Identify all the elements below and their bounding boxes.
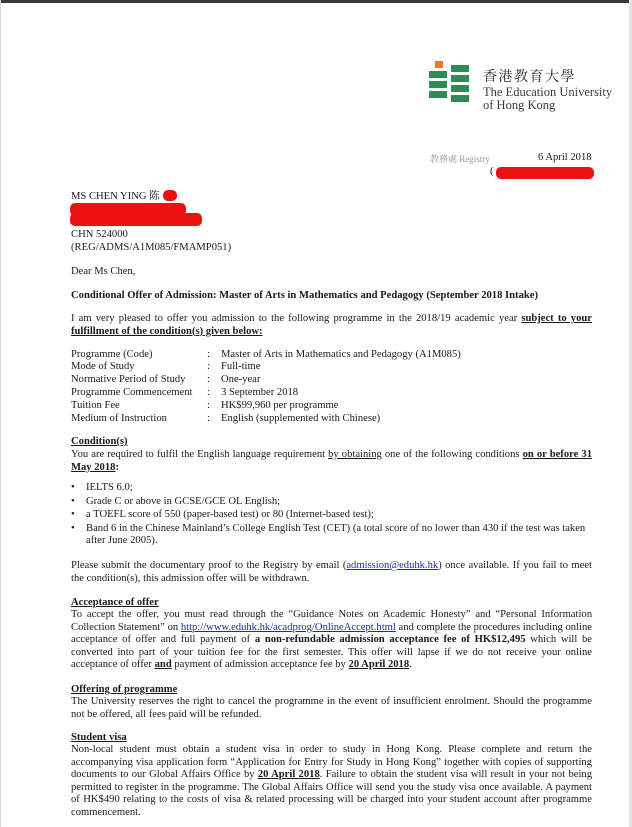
proof-paragraph [71,560,592,585]
conditions-list [71,482,593,549]
visa-text: Non-local student must obtain a student visa in order to study in Hong Kong. Please complete and return the accompanying visa application form “Application for Entry for Study in Hong Kong” together with copies of supporting documents to our Global Affairs Office by [71,744,592,781]
online-accept-link[interactable]: http://www.eduhk.hk/acadprog/OnlineAccept.html [180,621,396,633]
acceptance-and: and [154,659,172,671]
page-left-edge [0,0,1,827]
acceptance-text: To accept the offer, you must read through the “Guidance Notes on Academic Honesty” and “Personal Information Collection Statement” on [71,609,592,633]
detail-label: Programme (Code) [71,349,153,360]
detail-value: Full-time [221,361,261,372]
proof-text: ) once available. If you fail to meet the condition(s), this admission offer will be withdrawn. [71,560,592,584]
logo-green-bar [451,65,469,72]
logo-green-bar [429,71,447,78]
detail-colon: : [207,413,210,424]
visa-text: . Failure to obtain the student visa will result in your not being permitted to register in the programme. The Global Affairs Office will send you the study visa once available. A payment of HK$490 relating to the costs of visa & related processing will be charged into your student account after programme commencement. [71,769,593,818]
acceptance-deadline: 20 April 2018 [348,659,410,671]
registry-stamp: 教務處 Registry [430,154,490,164]
list-item: • Band 6 in the Chinese Mainland’s College English Test (CET) (a total score of no lower than 430 if the test was taken after June 2005). [71,523,593,548]
logo-green-bar [451,85,469,92]
logo-english-name [483,86,612,111]
recipient-name: MS CHEN YING 陈 [71,191,160,202]
logo-green-bar [429,81,447,88]
detail-label: Medium of Instruction [71,413,167,424]
visa-paragraph [71,744,592,820]
recipient-postcode: CHN 524000 [71,229,128,240]
acceptance-heading: Acceptance of offer [71,597,159,608]
conditions-colon: : [115,461,119,473]
conditions-heading: Condition(s) [71,436,128,447]
window-top-border [0,0,632,3]
visa-deadline: 20 April 2018 [257,769,320,781]
proof-text: Please submit the documentary proof to the Registry by email ( [71,560,347,571]
recipient-reference: (REG/ADMS/A1M085/FMAMP051) [71,242,232,253]
detail-value: Master of Arts in Mathematics and Pedagogy (A1M085) [221,349,461,360]
salutation: Dear Ms Chen, [71,266,136,277]
letter-date: 6 April 2018 [538,152,592,163]
redaction-mark [163,190,177,201]
conditions-intro-text: one of the following conditions [381,449,523,460]
offering-paragraph: The University reserves the right to cancel the programme in the event of insufficient enrolment. Should the programme not be offered, all fees paid will be refunded. [71,696,592,720]
conditions-deadline: on or before 31 May 2018 [71,449,593,473]
intro-condition-emphasis: subject to your fulfillment of the condition(s) given below: [71,313,592,337]
logo-green-bar [451,75,469,82]
acceptance-text: which will be converted into part of your tuition fee for the first semester. This offer will lapse if we do not receive your online acceptance of offer [71,634,592,671]
logo-chinese-name: 香港教育大學 [483,70,576,85]
acceptance-fee: a non-refundable admission acceptance fee of HK$12,495 [254,634,526,646]
detail-value: English (supplemented with Chinese) [221,413,381,424]
list-item: • a TOEFL score of 550 (paper-based test) or 80 (Internet-based test); [71,509,593,522]
reference-number-open: ( [490,166,494,177]
detail-label: Tuition Fee [71,400,120,411]
detail-colon: : [207,361,210,372]
detail-label: Programme Commencement [71,387,193,398]
conditions-intro-text: You are required to fulfil the English language requirement [71,449,329,460]
intro-text: I am very pleased to offer you admission to the following programme in the 2018/19 academic year [71,313,522,324]
detail-colon: : [207,400,210,411]
detail-colon: : [207,387,210,398]
conditions-intro [71,449,592,474]
visa-heading: Student visa [71,732,127,743]
registry-email-link[interactable]: admission@eduhk.hk [346,560,439,571]
detail-label: Normative Period of Study [71,374,186,385]
logo-orange-square [435,61,443,68]
detail-value: One-year [221,374,261,385]
logo-green-bar [429,91,447,98]
detail-colon: : [207,374,210,385]
acceptance-text: . [409,659,412,671]
intro-paragraph [71,313,592,338]
letter-subject: Conditional Offer of Admission: Master of Arts in Mathematics and Pedagogy (September 2018 Intake) [71,290,538,301]
detail-value: HK$99,960 per programme [221,400,339,411]
eduhk-logo-icon [429,60,477,106]
redaction-mark [70,213,202,226]
detail-label: Mode of Study [71,361,135,372]
acceptance-text: payment of admission acceptance fee by [171,659,349,671]
redaction-mark [496,167,594,179]
acceptance-text: and complete the procedures including online acceptance of offer and full payment of [71,621,592,646]
conditions-by-obtaining: by obtaining [328,449,382,460]
detail-colon: : [207,349,210,360]
logo-green-bar [451,95,469,102]
logo-english-line1: The Education University [483,85,613,99]
list-item: • IELTS 6.0; [71,482,593,495]
list-item: • Grade C or above in GCSE/GCE OL English; [71,496,593,509]
logo-english-line2: of Hong Kong [483,97,556,112]
detail-value: 3 September 2018 [221,387,299,398]
acceptance-paragraph [71,609,592,672]
offering-heading: Offering of programme [71,684,178,695]
